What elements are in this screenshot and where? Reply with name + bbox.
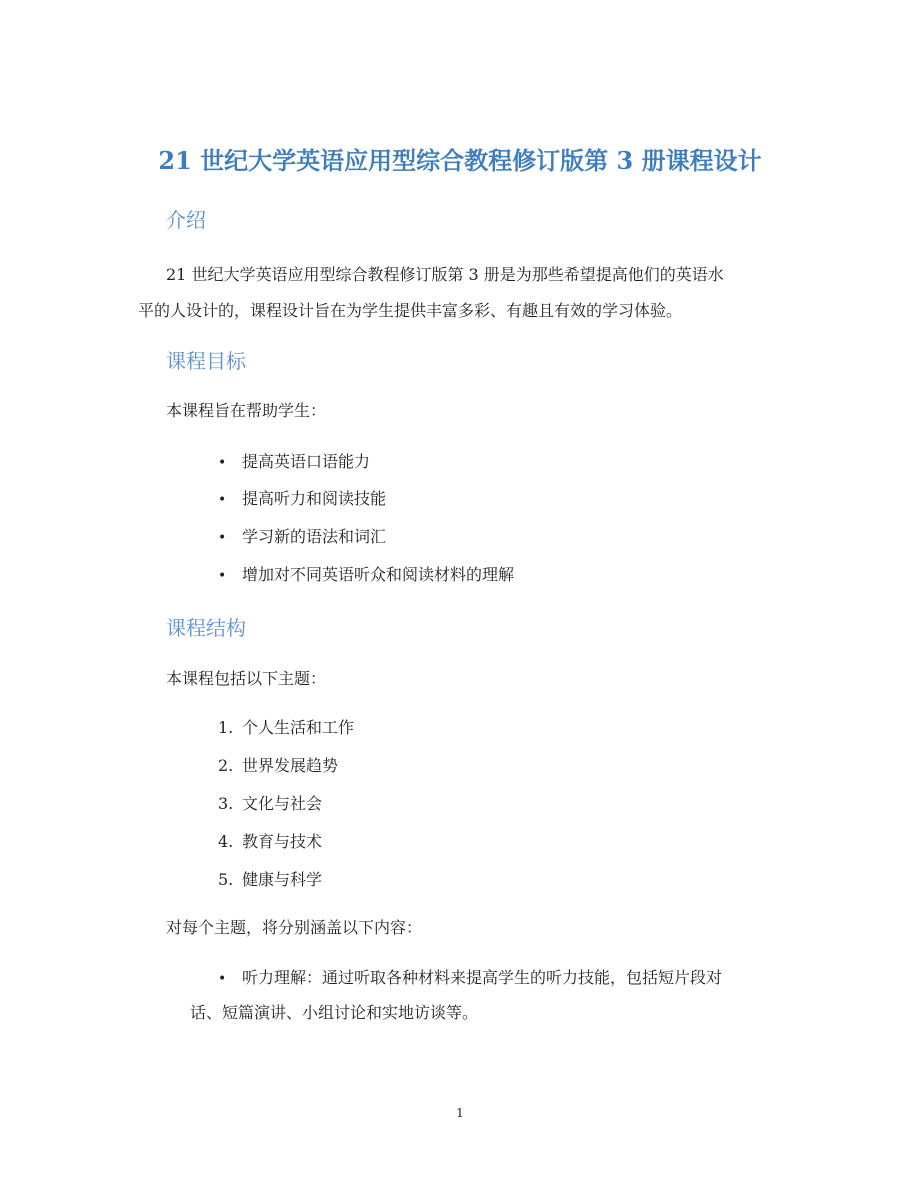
goal-item-text: 提高英语口语能力 [242,452,371,471]
list-item [218,449,370,476]
bullet-icon: • [218,971,227,987]
goal-item-text: 增加对不同英语听众和阅读材料的理解 [242,565,515,584]
topic-text: 世界发展趋势 [242,756,339,775]
goals-lead-text: 本课程旨在帮助学生： [166,401,327,420]
bullet-icon: • [218,568,227,584]
topic-number: 5. [218,870,234,889]
coverage-item-text-line-2: 话、短篇演讲、小组讨论和实地访谈等。 [190,1003,479,1022]
bullet-icon: • [218,455,227,471]
section-heading-structure: 课程结构 [166,616,246,640]
bullet-icon: • [218,492,227,508]
list-item [218,524,386,551]
intro-paragraph-line-2: 平的人设计的，课程设计旨在为学生提供丰富多彩、有趣且有效的学习体验。 [138,301,683,320]
topic-text: 健康与科学 [242,870,323,889]
topic-number: 3. [218,794,234,813]
topic-text: 个人生活和工作 [242,718,355,737]
section-heading-intro: 介绍 [166,208,206,232]
intro-paragraph-line-1: 21 世纪大学英语应用型综合教程修订版第 3 册是为那些希望提高他们的英语水 [166,265,724,284]
section-heading-goals: 课程目标 [166,349,246,373]
document-title: 21 世纪大学英语应用型综合教程修订版第 3 册课程设计 [158,146,762,175]
list-item [218,753,338,779]
goal-item-text: 学习新的语法和词汇 [242,527,387,546]
topic-number: 1. [218,718,234,737]
topic-number: 2. [218,756,234,775]
coverage-lead-text: 对每个主题，将分别涵盖以下内容： [166,918,423,937]
list-item [218,965,722,992]
structure-lead-text: 本课程包括以下主题： [166,669,327,688]
goal-item-text: 提高听力和阅读技能 [242,489,387,508]
list-item [218,867,322,893]
topic-number: 4. [218,832,234,851]
page-number: 1 [456,1106,464,1120]
topic-text: 教育与技术 [242,832,323,851]
topic-text: 文化与社会 [242,794,323,813]
list-item [218,791,322,817]
list-item [218,486,386,513]
coverage-item-text-line-1: 听力理解：通过听取各种材料来提高学生的听力技能，包括短片段对 [242,968,723,987]
bullet-icon: • [218,530,227,546]
list-item [218,562,514,589]
list-item [218,829,322,855]
list-item [218,715,354,741]
